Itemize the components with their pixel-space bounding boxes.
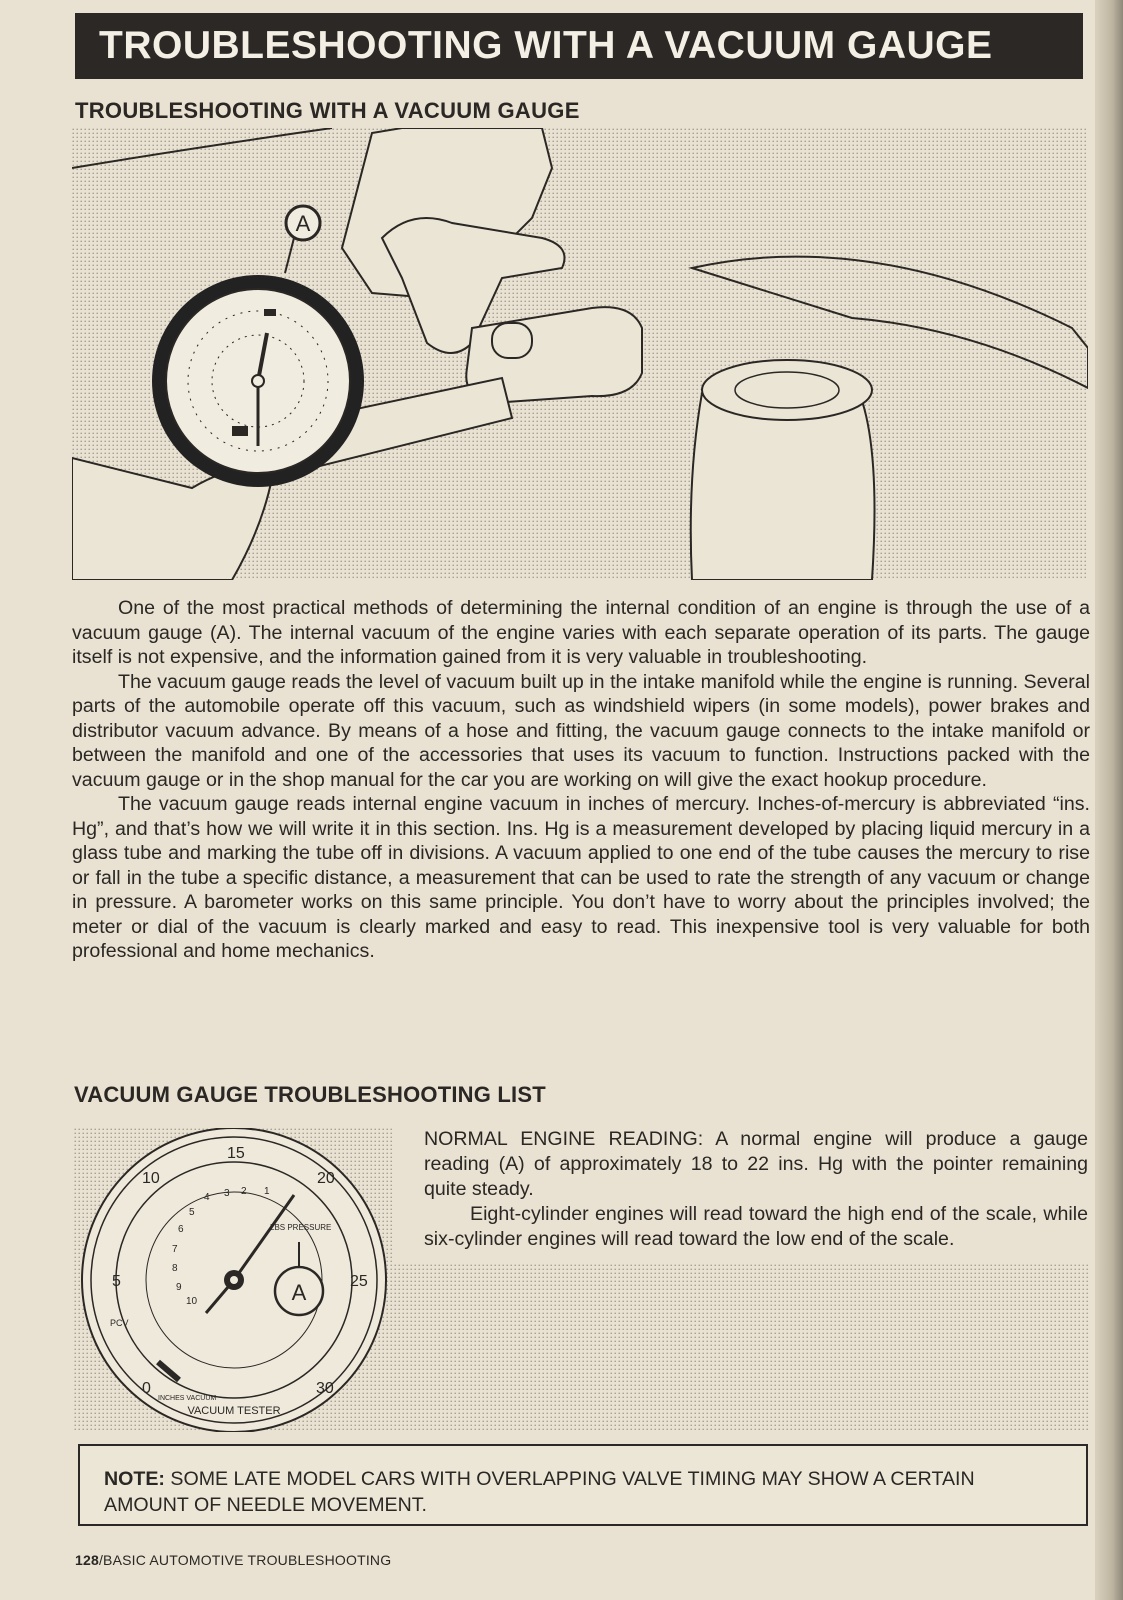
note-box bbox=[78, 1444, 1088, 1526]
paragraph: The vacuum gauge reads the level of vacuum built up in the intake manifold while the engine is running. Several parts of the automobile operate off this vacuum, such as windshield wipers (in some models), power brakes and distributor vacuum advance. By means of a hose and fitting, the vacuum gauge connects to the intake manifold or between the manifold and one of the accessories that uses its vacuum to function. Instructions packed with the vacuum gauge or in the shop manual for the car you are working on will give the exact hookup procedure. bbox=[72, 670, 1090, 791]
gauge-label-0: 0 bbox=[142, 1380, 151, 1397]
paragraph: One of the most practical methods of determining the internal condition of an engine is through the use of a vacuum gauge (A). The internal vacuum of the engine varies with each separate operation of its parts. The gauge itself is not expensive, and the information gained from it is very valuable in troubleshooting. bbox=[72, 597, 1090, 668]
page-edge-shadow bbox=[1095, 0, 1123, 1600]
inner-label-3: 3 bbox=[224, 1188, 230, 1199]
inner-label-6: 6 bbox=[178, 1224, 184, 1235]
inner-label-2: 2 bbox=[241, 1186, 247, 1197]
vacuum-gauge-illustration bbox=[72, 128, 1088, 580]
gauge-label-5: 5 bbox=[112, 1273, 121, 1290]
gauge-label-30: 30 bbox=[316, 1380, 334, 1397]
inner-label-7: 7 bbox=[172, 1244, 178, 1255]
note-text: SOME LATE MODEL CARS WITH OVERLAPPING VALVE TIMING MAY SHOW A CERTAIN AMOUNT OF NEEDLE MOVEMENT. bbox=[104, 1468, 975, 1516]
normal-reading-paragraph: NORMAL ENGINE READING: A normal engine will produce a gauge reading (A) of approximately 18 to 22 ins. Hg with the pointer remaining quite steady. bbox=[424, 1128, 1088, 1200]
callout-a-label: A bbox=[291, 1280, 307, 1305]
banner-title: TROUBLESHOOTING WITH A VACUUM GAUGE bbox=[75, 13, 1083, 79]
callout-a-label: A bbox=[295, 211, 311, 236]
list-heading: VACUUM GAUGE TROUBLESHOOTING LIST bbox=[74, 1082, 546, 1107]
inner-label-8: 8 bbox=[172, 1263, 178, 1274]
vacuum-label: INCHES VACUUM bbox=[158, 1395, 217, 1402]
note-label: NOTE: bbox=[104, 1468, 165, 1490]
page-footer bbox=[75, 1552, 391, 1568]
page-number: 128 bbox=[75, 1552, 99, 1568]
section-heading: TROUBLESHOOTING WITH A VACUUM GAUGE bbox=[75, 98, 580, 123]
body-text bbox=[72, 596, 1090, 964]
tester-label: VACUUM TESTER bbox=[187, 1405, 281, 1417]
book-title: /BASIC AUTOMOTIVE TROUBLESHOOTING bbox=[98, 1552, 392, 1568]
normal-reading-paragraph: Eight-cylinder engines will read toward the high end of the scale, while six-cylinder engines will read toward the low end of the scale. bbox=[424, 1203, 1088, 1250]
pcv-label: PCV bbox=[110, 1318, 129, 1328]
gauge-label-20: 20 bbox=[317, 1170, 335, 1187]
inner-label-1: 1 bbox=[264, 1186, 270, 1197]
gauge-label-15: 15 bbox=[227, 1145, 245, 1162]
gauge-label-10: 10 bbox=[142, 1170, 160, 1187]
inner-label-10: 10 bbox=[186, 1296, 198, 1307]
inner-label-5: 5 bbox=[189, 1207, 195, 1218]
gauge-label-25: 25 bbox=[350, 1273, 368, 1290]
paragraph: The vacuum gauge reads internal engine vacuum in inches of mercury. Inches-of-mercury is abbreviated “ins. Hg”, and that’s how we will write it in this section. Ins. Hg is a measurement developed by placing liquid mercury in a glass tube and marking the tube off in divisions. A vacuum applied to one end of the tube causes the mercury to rise or fall in the tube a specific distance, a measurement that can be used to rate the strength of any vacuum or change in pressure. A barometer works on this same principle. You don’t have to worry about the principles involved; the meter or dial of the vacuum is clearly marked and easy to read. This inexpensive tool is very valuable for both professional and home mechanics. bbox=[72, 793, 1090, 962]
inner-label-9: 9 bbox=[176, 1282, 182, 1293]
pressure-label: LBS PRESSURE bbox=[270, 1223, 332, 1232]
normal-reading-text bbox=[424, 1127, 1088, 1252]
inner-label-4: 4 bbox=[204, 1192, 210, 1203]
